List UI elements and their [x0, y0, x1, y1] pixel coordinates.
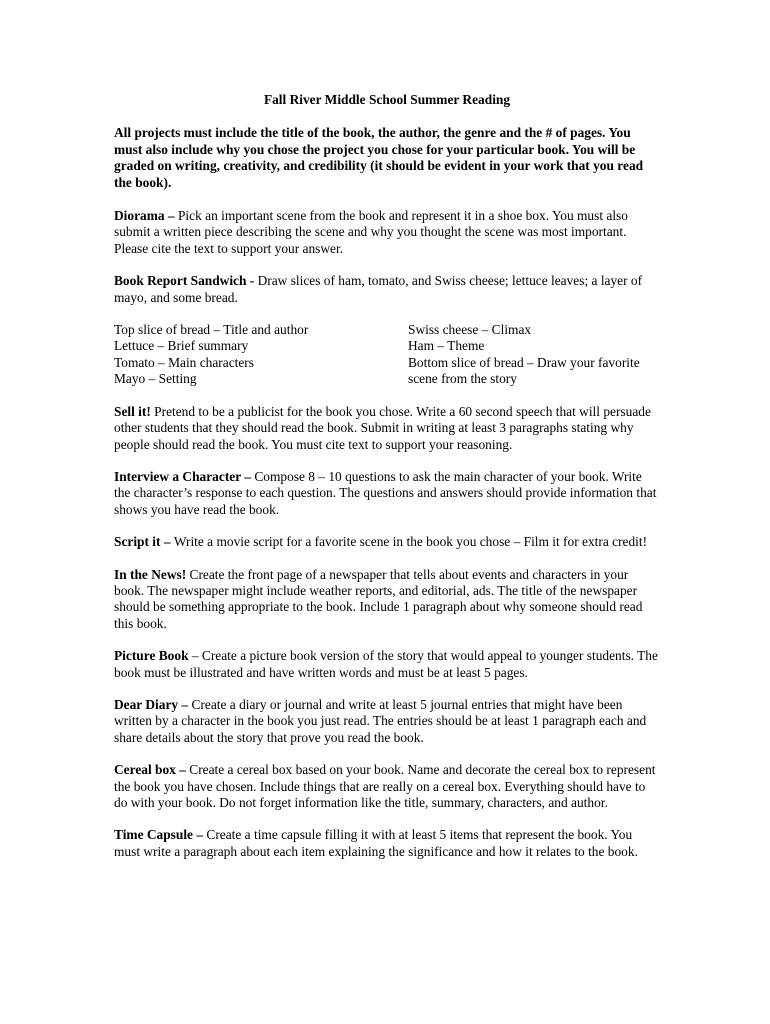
project-heading: Time Capsule –: [114, 827, 207, 843]
sandwich-layer: Ham – Theme: [408, 338, 485, 354]
project-cereal-box: [114, 762, 660, 811]
project-heading: Interview a Character –: [114, 468, 255, 484]
sandwich-layer: Swiss cheese – Climax: [408, 322, 532, 338]
sandwich-left-column: [114, 322, 408, 388]
project-text: – Create a picture book version of the story that would appeal to younger students. The book must be illustrated and have written words and must be at least 5 pages.: [114, 648, 658, 680]
page-title: Fall River Middle School Summer Reading: [263, 92, 511, 107]
intro-paragraph: All projects must include the title of the book, the author, the genre and the # of pages. You must also include why you chose the project you chose for your particular book. You will be graded on writing, creativity, and credibility (it should be evident in your work that you read the book).: [114, 125, 644, 190]
sandwich-layer: Mayo – Setting: [114, 371, 197, 387]
sandwich-layers: [114, 322, 660, 388]
sandwich-layer: Bottom slice of bread – Draw your favorite: [408, 354, 640, 370]
project-script: [114, 534, 660, 550]
project-heading: Cereal box –: [114, 762, 190, 778]
project-picture-book: [114, 648, 660, 681]
sandwich-layer: Top slice of bread – Title and author: [114, 322, 309, 338]
project-dear-diary: [114, 697, 660, 746]
project-heading: Script it –: [114, 534, 174, 550]
sandwich-layer: Lettuce – Brief summary: [114, 338, 249, 354]
sandwich-layer: scene from the story: [408, 371, 517, 387]
project-text: Draw slices of ham, tomato, and Swiss cheese; lettuce leaves; a layer of mayo, and some bread.: [114, 273, 643, 305]
sandwich-right-column: [408, 322, 660, 388]
project-text: Create the front page of a newspaper that tells about events and characters in your book. The newspaper might include weather reports, and editorial, ads. The title of the newspaper should be something appropriate to the book. Include 1 paragraph about why someone should read this book.: [114, 566, 643, 631]
project-news: [114, 567, 660, 633]
project-heading: Book Report Sandwich -: [114, 273, 258, 289]
project-heading: Diorama –: [114, 208, 178, 224]
project-diorama: [114, 208, 660, 257]
project-sell-it: [114, 404, 660, 453]
project-text: Create a diary or journal and write at least 5 journal entries that might have been written by a character in the book you just read. The entries should be at least 1 paragraph each and share details about the story that prove you read the book.: [114, 696, 647, 745]
project-sandwich: [114, 273, 660, 306]
document-body: [114, 92, 660, 876]
project-text: Write a movie script for a favorite scene in the book you chose – Film it for extra credit!: [173, 534, 648, 550]
project-text: Compose 8 – 10 questions to ask the main character of your book. Write the character’s response to each question. The questions and answers should provide information that shows you have read the book.: [114, 468, 657, 517]
project-text: Pretend to be a publicist for the book you chose. Write a 60 second speech that will persuade other students that they should read the book. Submit in writing at least 3 paragraphs stating why people should read the book. You must cite text to support your reasoning.: [114, 403, 651, 452]
project-text: Pick an important scene from the book and represent it in a shoe box. You must also submit a written piece describing the scene and why you thought the scene was most important. Please cite the text to support your answer.: [114, 208, 628, 256]
project-interview: [114, 469, 660, 518]
sandwich-layer: Tomato – Main characters: [114, 354, 254, 370]
project-heading: Sell it!: [114, 403, 155, 419]
project-heading: Picture Book: [114, 648, 192, 664]
project-text: Create a cereal box based on your book. Name and decorate the cereal box to represent the book you have chosen. Include things that are really on a cereal box. Everything should have to do with your book. Do not forget information like the title, summary, characters, and author.: [114, 762, 656, 810]
project-heading: In the News!: [114, 566, 190, 582]
project-text: Create a time capsule filling it with at least 5 items that represent the book. You must write a paragraph about each item explaining the significance and how it relates to the book.: [114, 827, 638, 859]
project-heading: Dear Diary –: [114, 696, 192, 712]
project-time-capsule: [114, 827, 660, 860]
